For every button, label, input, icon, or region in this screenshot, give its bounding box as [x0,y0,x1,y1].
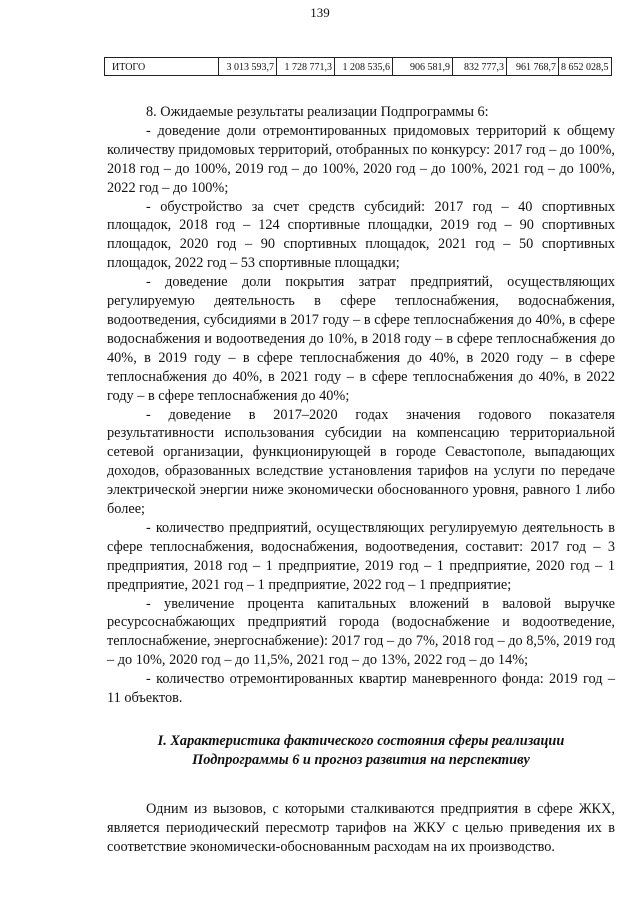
list-item: - доведение доли покрытия затрат предприятий, осуществляющих регулируемую деятельность в сфере теплоснабжения, водоснабжения, водоотведения, субсидиями в 2017 году – в сфере теплоснабжения до 40%, в сфере водоснабжения и водоотведения до 10%, в 2018 году – в сфере теплоснабжения до 40%, в 2019 году – в сфере теплоснабжения до 40%, в 2020 году – в сфере теплоснабжения до 40%, в 2021 году – в сфере теплоснабжения до 40%, в 2022 году – в сфере теплоснабжения до 40%; [107,274,615,404]
table-row [105,58,612,76]
body-paragraph: Одним из вызовов, с которыми сталкиваются предприятия в сфере ЖКХ, является периодический пересмотр тарифов на ЖКУ с целью приведения их в соответствие экономически-обоснованным расходам на их производство. [107,801,615,855]
list-item: - обустройство за счет средств субсидий: 2017 год – 40 спортивных площадок, 2018 год – 124 спортивные площадки, 2019 год – 90 спортивных площадок, 2020 год – 90 спортивных площадок, 2021 год – 50 спортивных площадок, 2022 год – 53 спортивные площадки; [107,198,615,272]
list-item: - доведение доли отремонтированных придомовых территорий к общему количеству придомовых территорий, отобранных по конкурсу: 2017 год – до 100%, 2018 год – до 100%, 2019 год – до 100%, 2020 год – до 100%, 2021 год – до 100%, 2022 год – до 100%; [107,122,615,196]
document-body [107,103,615,857]
section-title: 8. Ожидаемые результаты реализации Подпрограммы 6: [146,104,489,120]
section-heading-line1: I. Характеристика фактического состояния сферы реализации [157,733,565,749]
total-cell: 1 208 535,6 [335,58,393,76]
page-number: 139 [310,5,330,20]
total-label: ИТОГО [105,58,219,76]
list-item: - количество отремонтированных квартир маневренного фонда: 2019 год – 11 объектов. [107,671,615,707]
total-cell: 3 013 593,7 [219,58,277,76]
total-cell: 1 728 771,3 [277,58,335,76]
list-item: - увеличение процента капитальных вложений в валовой выручке ресурсоснабжающих предприятий города (водоснабжение и водоотведение, теплоснабжение, энергоснабжение): 2017 год – до 7%, 2018 год – до 8,5%, 2019 год – до 10%, 2020 год – до 11,5%, 2021 год – до 13%, 2022 год – до 14%; [107,595,615,669]
total-cell: 906 581,9 [393,58,453,76]
total-cell: 8 652 028,5 [559,58,612,76]
section-heading-line2: Подпрограммы 6 и прогноз развития на перспективу [192,752,530,768]
total-cell: 961 768,7 [507,58,559,76]
total-table [104,57,612,76]
list-item: - доведение в 2017–2020 годах значения годового показателя результативности использования субсидии на компенсацию территориальной сетевой организации, функционирующей в городе Севастополе, выпадающих доходов, образованных вследствие установления тарифов на услуги по передаче электрической энергии ниже экономически обоснованного уровня, равного 1 либо более; [107,406,615,518]
section-heading [107,732,615,770]
list-item: - количество предприятий, осуществляющих регулируемую деятельность в сфере теплоснабжения, водоснабжения, водоотведения, составит: 2017 год – 3 предприятия, 2018 год – 1 предприятие, 2019 год – 1 предприятие, 2020 год – 1 предприятие, 2021 год – 1 предприятие, 2022 год – 1 предприятие; [107,519,615,593]
total-cell: 832 777,3 [453,58,507,76]
